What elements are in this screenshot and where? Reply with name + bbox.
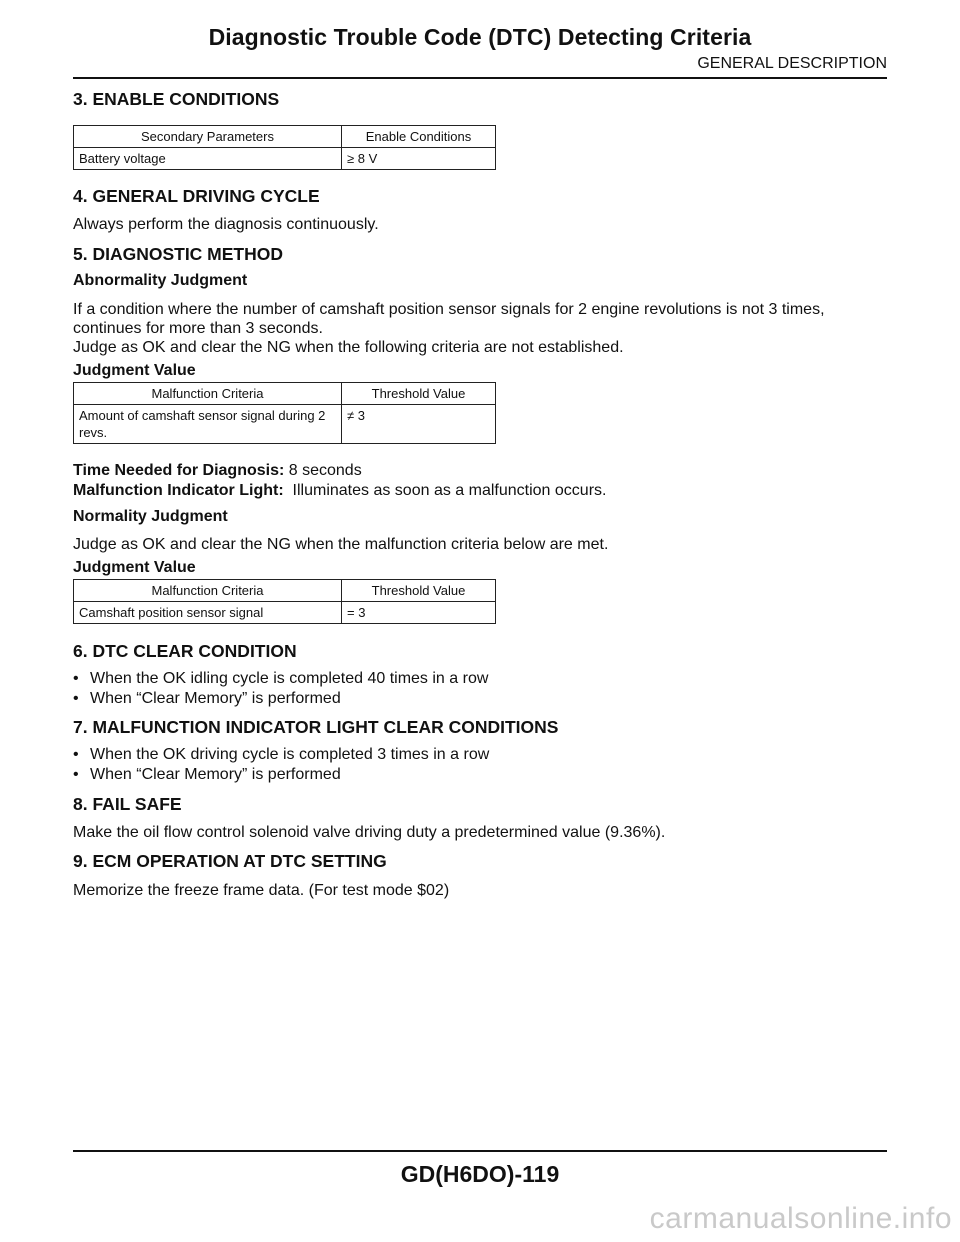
list-item: • When the OK idling cycle is completed 40 times in a row: [73, 669, 488, 689]
page-number: GD(H6DO)-119: [400, 1161, 560, 1187]
heading-diagnostic-method: 5. DIAGNOSTIC METHOD: [73, 244, 284, 264]
abnormality-clear-note: Judge as OK and clear the NG when the following criteria are not established.: [73, 339, 624, 356]
table-header-row: [74, 126, 496, 148]
mil-value: Illuminates as soon as a malfunction occurs.: [292, 482, 607, 499]
dtc-clear-list: [73, 669, 488, 709]
watermark: carmanualsonline.info: [649, 1202, 952, 1235]
abnormality-judgment-table: [73, 382, 496, 444]
mil-clear-list: [73, 745, 489, 785]
table-row: [74, 602, 496, 624]
table-cell: ≠ 3: [342, 405, 496, 444]
fail-safe-text: Make the oil flow control solenoid valve driving duty a predetermined value (9.36%).: [73, 824, 666, 841]
table-row: [74, 405, 496, 444]
judgment-value-label: Judgment Value: [73, 559, 196, 576]
list-item: • When the OK driving cycle is completed 3 times in a row: [73, 745, 489, 765]
table-header-row: [74, 580, 496, 602]
normality-judgment-table: [73, 579, 496, 624]
enable-conditions-table: [73, 125, 496, 170]
normality-text: Judge as OK and clear the NG when the malfunction criteria below are met.: [73, 536, 609, 553]
normality-judgment-label: Normality Judgment: [73, 508, 228, 525]
column-header: Threshold Value: [342, 383, 496, 405]
page-title: Diagnostic Trouble Code (DTC) Detecting Criteria: [208, 24, 752, 50]
heading-fail-safe: 8. FAIL SAFE: [73, 794, 182, 814]
mil-line: [73, 481, 887, 500]
table-cell: Amount of camshaft sensor signal during 2 revs.: [74, 405, 342, 444]
heading-mil-clear-conditions: 7. MALFUNCTION INDICATOR LIGHT CLEAR CONDITIONS: [73, 717, 559, 737]
header-rule: [73, 77, 887, 79]
table-header-row: [74, 383, 496, 405]
time-needed-line: [73, 461, 887, 480]
column-header: Malfunction Criteria: [74, 383, 342, 405]
heading-dtc-clear-condition: 6. DTC CLEAR CONDITION: [73, 641, 297, 661]
mil-label: Malfunction Indicator Light:: [73, 482, 284, 499]
footer-rule: [73, 1150, 887, 1152]
table-cell: Camshaft position sensor signal: [74, 602, 342, 624]
abnormality-judgment-label: Abnormality Judgment: [73, 272, 248, 289]
section-label: GENERAL DESCRIPTION: [697, 55, 887, 72]
abnormality-text: [73, 300, 887, 357]
time-needed-label: Time Needed for Diagnosis:: [73, 462, 285, 479]
table-cell: = 3: [342, 602, 496, 624]
abnormality-condition: If a condition where the number of camshaft position sensor signals for 2 engine revolutions is not 3 times, continues for more than 3 seconds.: [73, 301, 825, 337]
column-header: Secondary Parameters: [74, 126, 342, 148]
list-item: • When “Clear Memory” is performed: [73, 689, 488, 709]
table-cell: ≥ 8 V: [342, 148, 496, 170]
heading-ecm-operation: 9. ECM OPERATION AT DTC SETTING: [73, 851, 387, 871]
heading-enable-conditions: 3. ENABLE CONDITIONS: [73, 89, 280, 109]
time-needed-value: 8 seconds: [288, 462, 362, 479]
column-header: Threshold Value: [342, 580, 496, 602]
judgment-value-label: Judgment Value: [73, 362, 196, 379]
column-header: Malfunction Criteria: [74, 580, 342, 602]
heading-general-driving-cycle: 4. GENERAL DRIVING CYCLE: [73, 186, 320, 206]
ecm-operation-text: Memorize the freeze frame data. (For test mode $02): [73, 882, 450, 899]
list-item: • When “Clear Memory” is performed: [73, 765, 489, 785]
driving-cycle-text: Always perform the diagnosis continuously.: [73, 216, 379, 233]
table-row: [74, 148, 496, 170]
column-header: Enable Conditions: [342, 126, 496, 148]
table-cell: Battery voltage: [74, 148, 342, 170]
